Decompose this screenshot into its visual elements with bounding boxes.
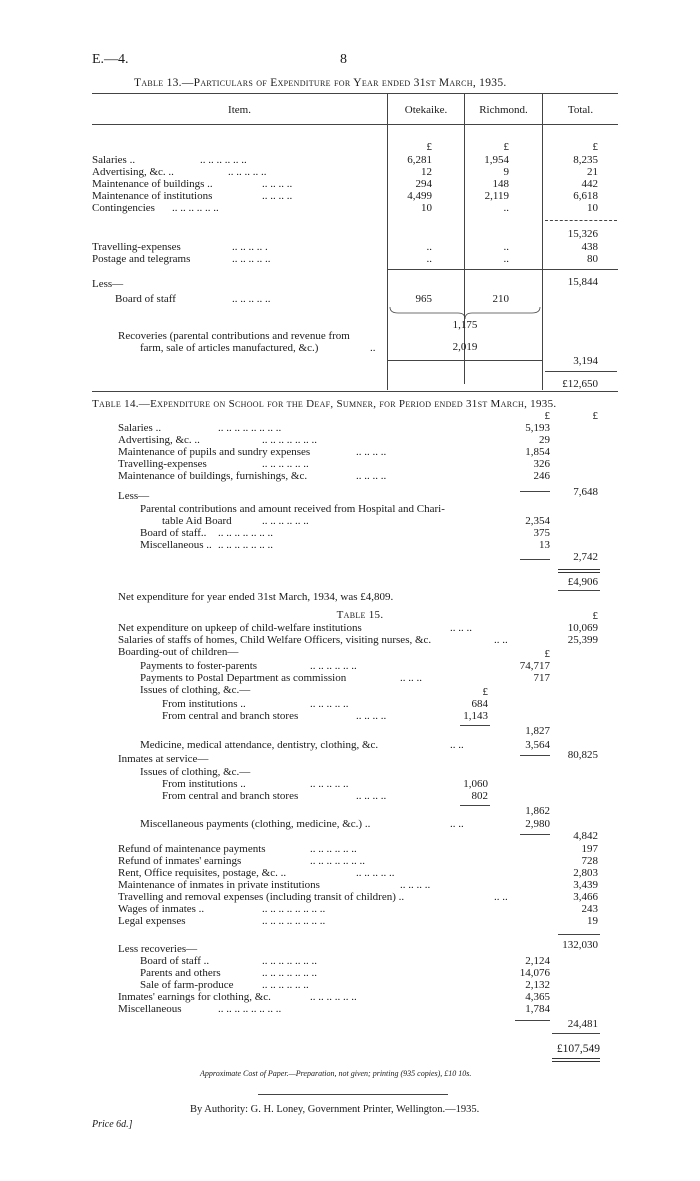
value: 684 — [471, 698, 488, 710]
subtotal-value: 1,827 — [525, 725, 550, 737]
board-sum: 1,175 — [452, 319, 478, 331]
sum-rule — [520, 755, 550, 756]
otekaike-value: 4,499 — [407, 190, 432, 202]
cost-note: Approximate Cost of Paper.—Preparation, not given; printing (935 copies), £10 10s. — [200, 1069, 472, 1078]
less-label: Less— — [92, 278, 124, 290]
value: 74,717 — [519, 660, 550, 672]
leader-dots: .. .. .. .. — [356, 710, 387, 722]
richmond-value: 148 — [492, 178, 509, 190]
pound-sign: £ — [426, 141, 432, 153]
leader-dots: .. .. — [450, 739, 464, 751]
row-label: From central and branch stores — [162, 790, 299, 802]
price: Price 6d.] — [92, 1119, 133, 1130]
recoveries-label-2: farm, sale of articles manufactured, &c.) — [140, 342, 319, 354]
leader-dots: .. .. — [494, 634, 508, 646]
sum-rule — [520, 559, 550, 560]
issues-label: Issues of clothing, &c.— — [140, 766, 251, 778]
richmond-value: 2,119 — [484, 190, 509, 202]
value: 29 — [539, 434, 550, 446]
leader-dots: .. .. .. .. .. .. — [310, 660, 357, 672]
row-label: Maintenance of inmates in private institutions — [118, 879, 320, 891]
value: 2,803 — [573, 867, 598, 879]
row-label: Inmates' earnings for clothing, &c. — [118, 991, 271, 1003]
otekaike-value: 12 — [421, 166, 432, 178]
row-label: Parents and others — [140, 967, 221, 979]
pound-sign: £ — [544, 410, 550, 422]
row-label: Payments to Postal Department as commission — [140, 672, 347, 684]
col-total-header: Total. — [567, 104, 594, 116]
richmond-value: .. — [503, 253, 509, 265]
pound-sign: £ — [544, 648, 550, 660]
leader-dots: .. .. .. .. .. .. .. — [310, 855, 365, 867]
value: 2,980 — [525, 818, 550, 830]
value: 14,076 — [519, 967, 550, 979]
richmond-value: .. — [503, 241, 509, 253]
sum-rule — [387, 269, 618, 270]
sum-rule — [545, 220, 617, 221]
total-value: 80 — [587, 253, 598, 265]
leader-dots: .. .. .. .. .. — [356, 867, 395, 879]
subtotal-value: 15,326 — [567, 228, 598, 240]
recoveries-value: 2,019 — [452, 341, 478, 353]
leader-dots: .. .. .. .. .. .. — [262, 979, 309, 991]
sum-rule — [520, 834, 550, 835]
row-label: Miscellaneous payments (clothing, medicine, &c.) .. — [140, 818, 371, 830]
leader-dots: .. .. .. — [450, 622, 472, 634]
leader-dots: .. .. .. .. .. .. — [310, 843, 357, 855]
value: 13 — [539, 539, 550, 551]
row-label: Medicine, medical attendance, dentistry, clothing, &c. — [140, 739, 379, 751]
total-value: 438 — [581, 241, 598, 253]
value: 375 — [533, 527, 550, 539]
footer-rule — [258, 1094, 448, 1095]
otekaike-value: .. — [426, 253, 432, 265]
total-value: 21 — [587, 166, 598, 178]
row-label: Advertising, &c. .. — [118, 434, 200, 446]
row-label: Salaries of staffs of homes, Child Welfare Officers, visiting nurses, &c. — [118, 634, 432, 646]
value: 5,193 — [525, 422, 550, 434]
value: 197 — [581, 843, 598, 855]
value: 19 — [587, 915, 598, 927]
parental-label: Parental contributions and amount received from Hospital and Chari- — [140, 503, 445, 515]
leader-dots: .. .. .. .. .. .. .. — [218, 539, 273, 551]
issues-label: Issues of clothing, &c.— — [140, 684, 251, 696]
pound-sign: £ — [592, 141, 598, 153]
leader-dots: .. .. .. .. .. .. — [310, 991, 357, 1003]
row-label: From central and branch stores — [162, 710, 299, 722]
parental-label-2: table Aid Board — [162, 515, 232, 527]
row-label: Rent, Office requisites, postage, &c. .. — [118, 867, 287, 879]
row-label: Travelling-expenses — [92, 241, 181, 253]
subtotal-value: 1,862 — [525, 805, 550, 817]
sum-rule — [552, 1033, 600, 1034]
value: 246 — [533, 470, 550, 482]
value: 326 — [533, 458, 550, 470]
double-rule — [552, 1058, 600, 1062]
row-label: Refund of maintenance payments — [118, 843, 266, 855]
sum-rule — [515, 1020, 550, 1021]
leader-dots: .. .. .. .. .. .. — [200, 154, 247, 166]
row-label: Board of staff — [115, 293, 176, 305]
value: 802 — [471, 790, 488, 802]
less-label: Less— — [118, 490, 150, 502]
leader-dots: .. — [370, 342, 376, 354]
row-label: From institutions .. — [162, 778, 246, 790]
otekaike-value: 6,281 — [407, 154, 432, 166]
value: 4,365 — [525, 991, 550, 1003]
table15-title: Table 15. — [336, 609, 384, 621]
leader-dots: .. .. .. .. — [356, 446, 387, 458]
richmond-value: .. — [503, 202, 509, 214]
leader-dots: .. .. .. .. . — [232, 241, 268, 253]
leader-dots: .. .. .. .. .. .. .. — [262, 967, 317, 979]
otekaike-value: 10 — [421, 202, 432, 214]
row-label: Board of staff .. — [140, 955, 210, 967]
row-label: Refund of inmates' earnings — [118, 855, 242, 867]
value: 728 — [581, 855, 598, 867]
pound-sign: £ — [592, 610, 598, 622]
row-label: Contingencies — [92, 202, 155, 214]
row-label: Maintenance of pupils and sundry expenses — [118, 446, 311, 458]
richmond-value: 210 — [492, 293, 509, 305]
row-label: Travelling and removal expenses (including transit of children) .. — [118, 891, 405, 903]
value: 717 — [533, 672, 550, 684]
total-value: 442 — [581, 178, 598, 190]
less-label: Less recoveries— — [118, 943, 198, 955]
value: 2,132 — [525, 979, 550, 991]
table13-header-rule — [92, 124, 618, 125]
value: 1,784 — [525, 1003, 550, 1015]
col-item-header: Item. — [228, 104, 251, 116]
value: 3,439 — [573, 879, 598, 891]
less-total-value: 2,742 — [573, 551, 598, 563]
leader-dots: .. .. .. .. .. .. — [172, 202, 219, 214]
value: 3,466 — [573, 891, 598, 903]
sum-rule — [558, 934, 600, 935]
row-label: Travelling-expenses — [118, 458, 207, 470]
net-total: £4,906 — [567, 576, 598, 588]
value: 2,354 — [525, 515, 550, 527]
richmond-value: 1,954 — [484, 154, 509, 166]
boarding-label: Boarding-out of children— — [118, 646, 239, 658]
leader-dots: .. .. .. .. .. — [310, 698, 349, 710]
subtotal-value: 132,030 — [562, 939, 598, 951]
row-label: Wages of inmates .. — [118, 903, 205, 915]
subtotal-value: 15,844 — [567, 276, 598, 288]
leader-dots: .. .. .. .. .. .. .. — [262, 955, 317, 967]
row-label: Net expenditure on upkeep of child-welfare institutions — [118, 622, 362, 634]
row-label: Salaries .. — [118, 422, 162, 434]
leader-dots: .. .. .. .. — [262, 190, 293, 202]
value: 1,143 — [463, 710, 488, 722]
total-value: 6,618 — [573, 190, 598, 202]
recoveries-label: Recoveries (parental contributions and revenue from — [118, 330, 350, 342]
page-number: 8 — [340, 52, 347, 67]
value: 3,564 — [525, 739, 550, 751]
col-otekaike-header: Otekaike. — [404, 104, 448, 116]
richmond-value: 9 — [503, 166, 509, 178]
sum-rule — [460, 805, 490, 806]
value: 2,124 — [525, 955, 550, 967]
row-label: Board of staff.. — [140, 527, 207, 539]
row-label: Advertising, &c. .. — [92, 166, 174, 178]
row-label: Miscellaneous .. — [140, 539, 212, 551]
leader-dots: .. .. .. .. .. — [232, 293, 271, 305]
row-label: Postage and telegrams — [92, 253, 191, 265]
value: 25,399 — [567, 634, 598, 646]
leader-dots: .. .. .. .. .. .. — [262, 458, 309, 470]
leader-dots: .. .. .. .. .. .. .. — [218, 527, 273, 539]
total-value: 10 — [587, 202, 598, 214]
row-label: Miscellaneous — [118, 1003, 182, 1015]
grand-total: £107,549 — [556, 1043, 600, 1055]
sum-rule — [387, 360, 542, 361]
leader-dots: .. .. .. .. .. — [232, 253, 271, 265]
value: 1,854 — [525, 446, 550, 458]
pound-sign: £ — [592, 410, 598, 422]
leader-dots: .. .. .. .. — [356, 790, 387, 802]
leader-dots: .. .. — [494, 891, 508, 903]
less-total-value: 24,481 — [567, 1018, 598, 1030]
col-richmond-header: Richmond. — [479, 104, 528, 116]
row-label: From institutions .. — [162, 698, 246, 710]
leader-dots: .. .. .. .. .. .. .. .. — [262, 903, 326, 915]
brace-icon — [388, 306, 542, 320]
value: 10,069 — [567, 622, 598, 634]
row-label: Legal expenses — [118, 915, 186, 927]
otekaike-value: 294 — [415, 178, 432, 190]
less-total-value: 3,194 — [573, 355, 598, 367]
subtotal-value: 7,648 — [573, 486, 598, 498]
value: 1,060 — [463, 778, 488, 790]
row-label: Sale of farm-produce — [140, 979, 234, 991]
table13-bottom-rule — [92, 391, 618, 392]
row-label: Payments to foster-parents — [140, 660, 258, 672]
grand-total: £12,650 — [562, 378, 598, 390]
leader-dots: .. .. .. — [400, 672, 422, 684]
leader-dots: .. .. .. .. — [262, 178, 293, 190]
table14-title: Table 14.—Expenditure on School for the Deaf, Sumner, for Period ended 31st March, 1935. — [92, 398, 557, 410]
leader-dots: .. .. .. .. .. .. — [262, 515, 309, 527]
row-label: Maintenance of buildings, furnishings, &c. — [118, 470, 308, 482]
row-label: Salaries .. — [92, 154, 136, 166]
sum-rule — [558, 590, 600, 591]
value: 243 — [581, 903, 598, 915]
sum-rule — [545, 371, 617, 372]
sum-rule — [520, 491, 550, 492]
inmates-label: Inmates at service— — [118, 753, 209, 765]
leader-dots: .. .. .. .. .. .. .. .. — [218, 422, 282, 434]
leader-dots: .. .. .. .. — [400, 879, 431, 891]
otekaike-value: 965 — [415, 293, 432, 305]
subtotal-value: 4,842 — [573, 830, 598, 842]
leader-dots: .. .. — [450, 818, 464, 830]
pound-sign: £ — [503, 141, 509, 153]
table13-top-rule — [92, 93, 618, 94]
leader-dots: .. .. .. .. .. .. .. .. — [262, 915, 326, 927]
sum-rule — [460, 725, 490, 726]
authority-line: By Authority: G. H. Loney, Government Printer, Wellington.—1935. — [190, 1104, 480, 1115]
leader-dots: .. .. .. .. — [356, 470, 387, 482]
leader-dots: .. .. .. .. .. .. .. .. — [218, 1003, 282, 1015]
net-note: Net expenditure for year ended 31st March, 1934, was £4,809. — [118, 591, 394, 603]
leader-dots: .. .. .. .. .. .. .. — [262, 434, 317, 446]
pound-sign: £ — [482, 686, 488, 698]
row-label: Maintenance of institutions — [92, 190, 213, 202]
otekaike-value: .. — [426, 241, 432, 253]
row-label: Maintenance of buildings .. — [92, 178, 213, 190]
page-ref: E.—4. — [92, 52, 129, 67]
leader-dots: .. .. .. .. .. — [310, 778, 349, 790]
table13-title: Table 13.—Particulars of Expenditure for Year ended 31st March, 1935. — [134, 77, 507, 89]
leader-dots: .. .. .. .. .. — [228, 166, 267, 178]
double-rule — [558, 569, 600, 573]
subtotal-value: 80,825 — [567, 749, 598, 761]
total-value: 8,235 — [573, 154, 598, 166]
